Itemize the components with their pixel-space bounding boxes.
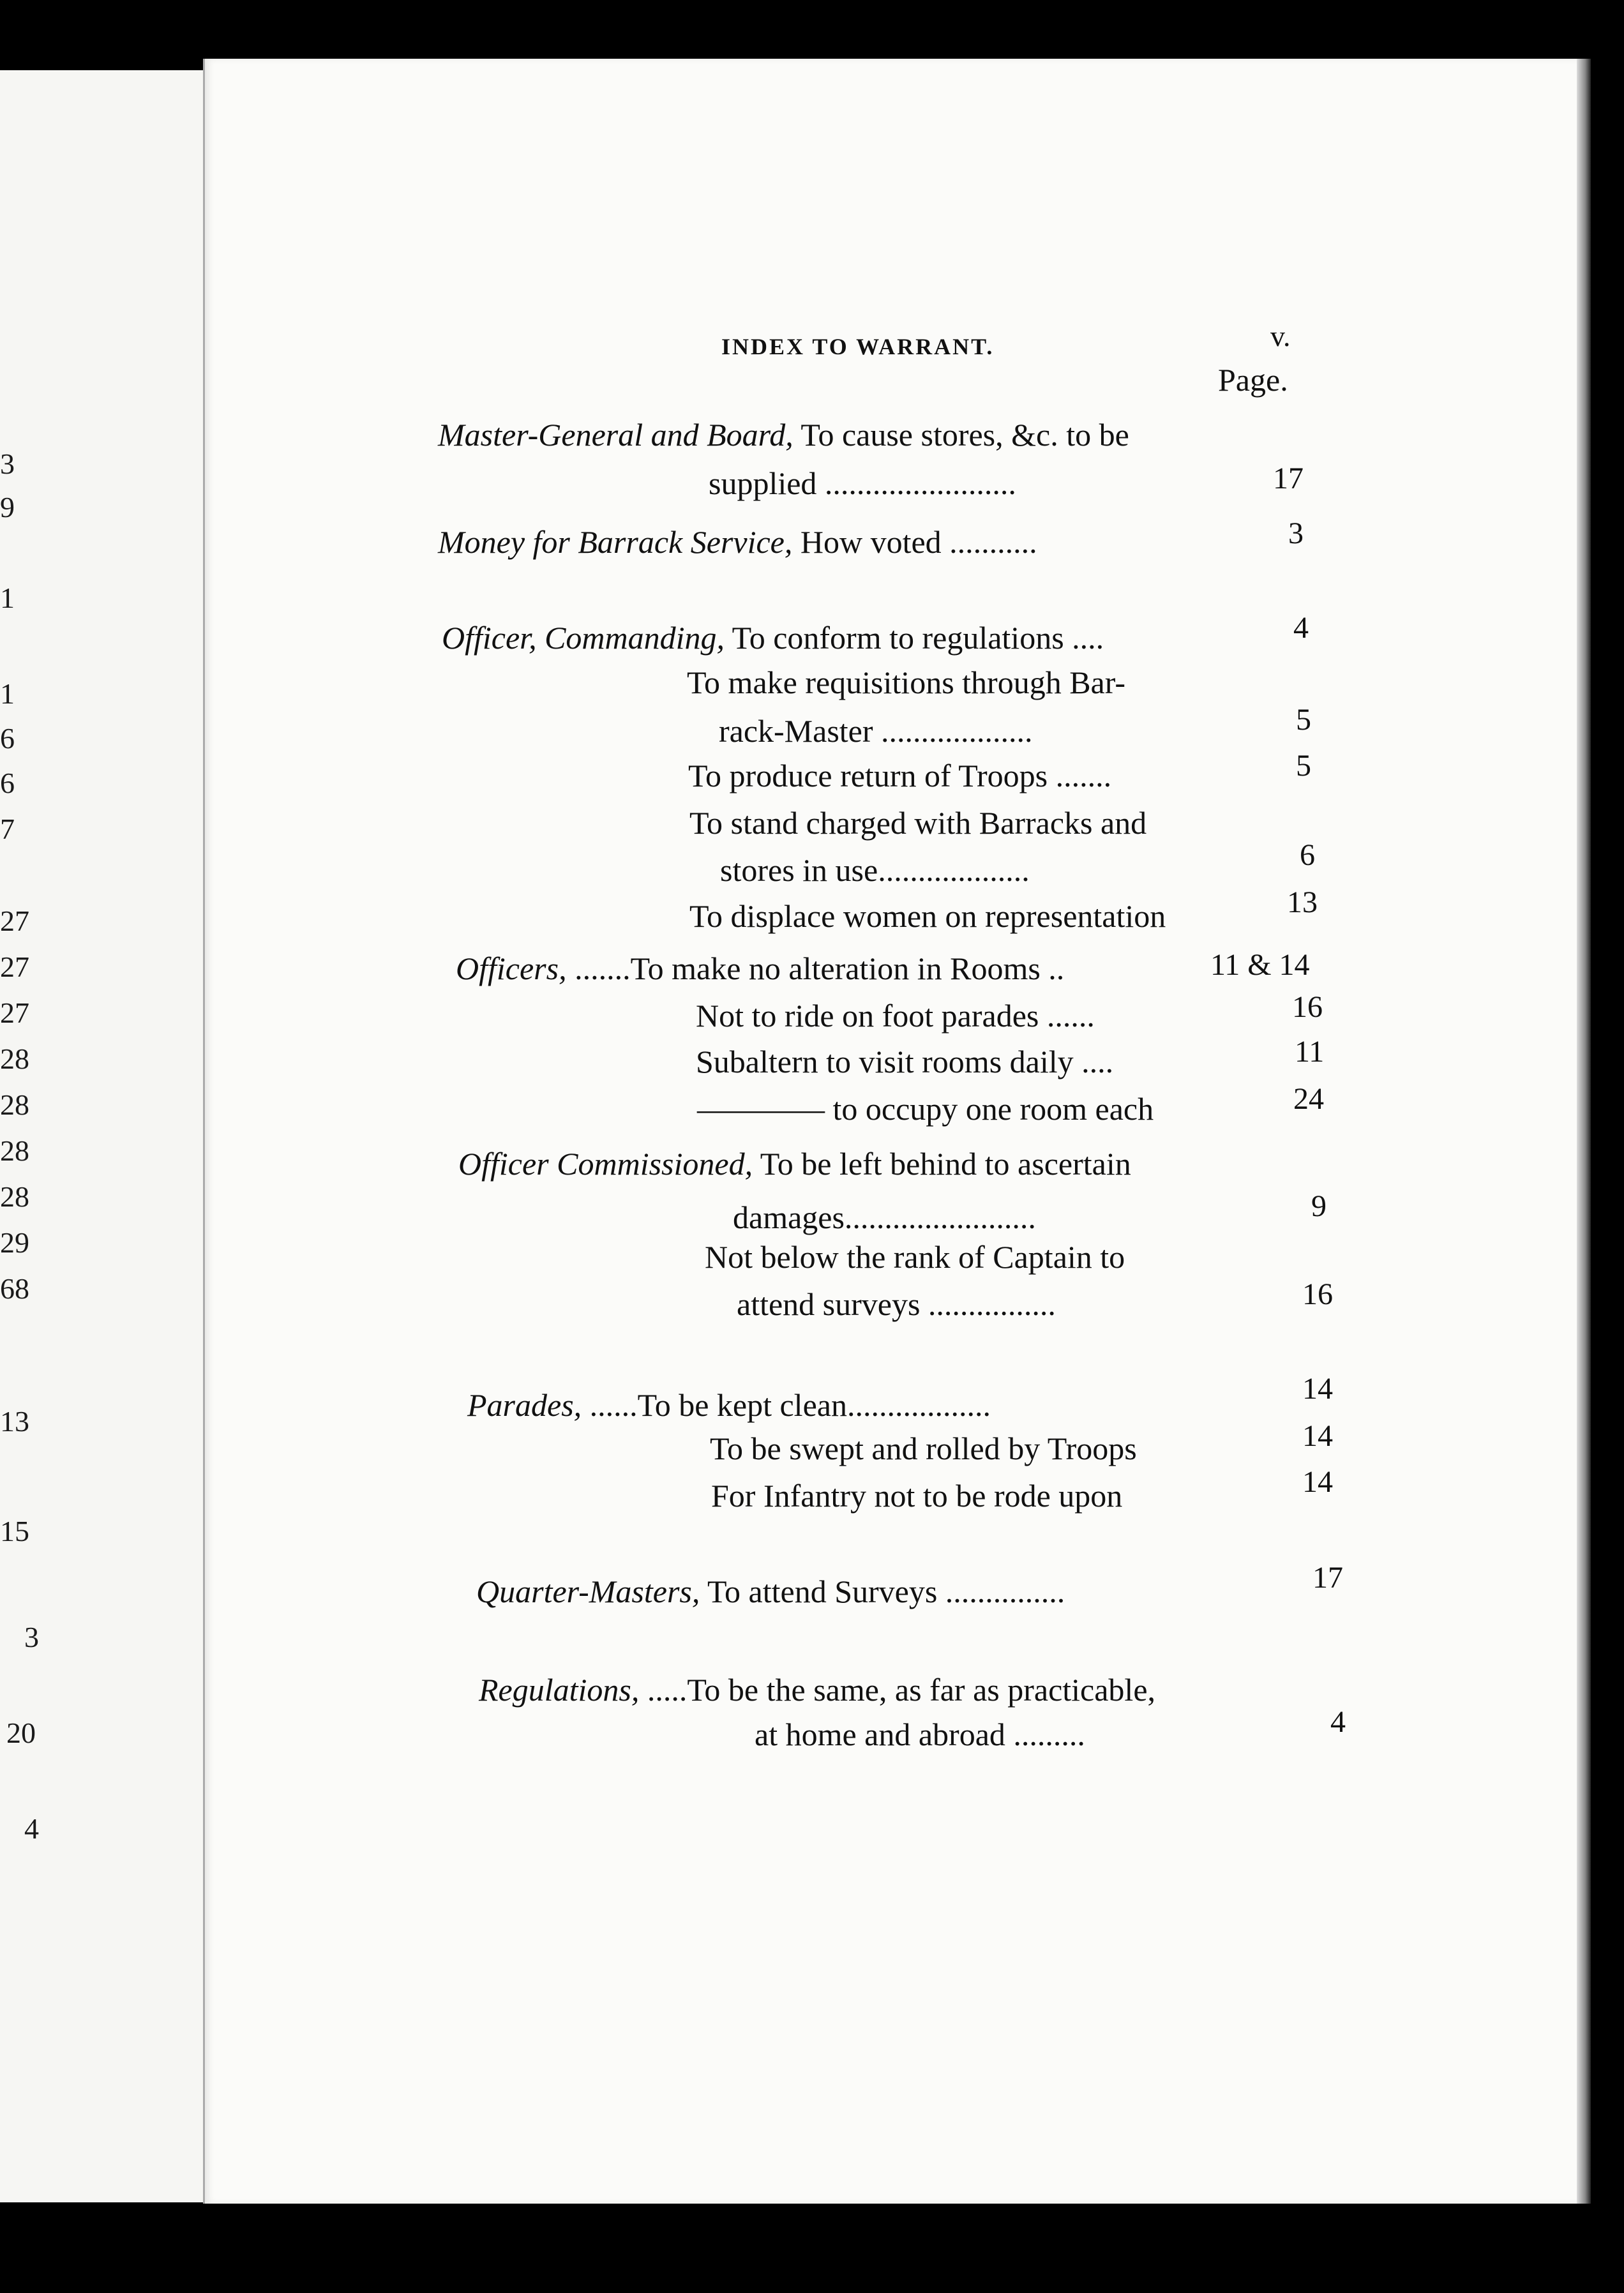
left-page-number: 27 bbox=[0, 905, 29, 937]
entry-text: To be left behind to ascertain bbox=[760, 1146, 1131, 1182]
entry-page: 3 bbox=[1288, 516, 1304, 550]
left-page-number: 1 bbox=[0, 677, 15, 710]
entry-text: To attend Surveys ............... bbox=[707, 1574, 1065, 1609]
entry-heading: Officer, Commanding, bbox=[442, 620, 725, 656]
left-page-number: 1 bbox=[0, 582, 15, 614]
entry-text: Not to ride on foot parades ...... bbox=[696, 998, 1095, 1034]
index-entry bbox=[705, 1238, 1125, 1275]
left-page-number: 28 bbox=[0, 1042, 29, 1075]
entry-heading: Officer Commissioned, bbox=[458, 1146, 753, 1182]
left-page-number: 27 bbox=[0, 996, 29, 1029]
entry-text: Subaltern to visit rooms daily .... bbox=[696, 1044, 1114, 1079]
entry-text: To stand charged with Barracks and bbox=[689, 805, 1147, 841]
entry-page: 6 bbox=[1300, 838, 1315, 872]
index-entry bbox=[476, 1573, 1065, 1610]
left-page-number: 28 bbox=[0, 1134, 29, 1167]
left-page-number: 13 bbox=[0, 1405, 29, 1438]
left-page-number: 3 bbox=[24, 1621, 39, 1653]
entry-page: 14 bbox=[1302, 1372, 1333, 1406]
index-entry bbox=[442, 619, 1104, 656]
entry-heading: Regulations, bbox=[479, 1672, 640, 1708]
entry-page: 24 bbox=[1293, 1082, 1324, 1116]
page-edge bbox=[1577, 59, 1591, 2204]
index-entry bbox=[711, 1477, 1122, 1514]
index-entry bbox=[709, 465, 1016, 502]
entry-text: ......To be kept clean.................. bbox=[589, 1387, 991, 1423]
running-header: INDEX TO WARRANT. bbox=[721, 334, 995, 359]
index-entry bbox=[710, 1430, 1137, 1467]
entry-text: To cause stores, &c. to be bbox=[801, 417, 1129, 453]
index-entry bbox=[733, 1199, 1036, 1236]
index-entry bbox=[737, 1286, 1056, 1323]
entry-page: 11 & 14 bbox=[1210, 948, 1310, 982]
page-column-label: Page. bbox=[1218, 362, 1288, 398]
entry-text: .....To be the same, as far as practicable, bbox=[647, 1672, 1156, 1708]
index-entry bbox=[696, 997, 1095, 1034]
entry-page: 14 bbox=[1302, 1465, 1333, 1499]
entry-text: To produce return of Troops ....... bbox=[688, 758, 1112, 793]
index-entry bbox=[456, 950, 1064, 987]
entry-page: 4 bbox=[1293, 611, 1309, 645]
left-page-number: 9 bbox=[0, 491, 15, 523]
left-page-number: 27 bbox=[0, 951, 29, 983]
index-entry bbox=[696, 1043, 1113, 1080]
left-page-number: 15 bbox=[0, 1515, 29, 1547]
entry-text: For Infantry not to be rode upon bbox=[711, 1478, 1123, 1514]
index-entry bbox=[755, 1716, 1085, 1753]
entry-text: .......To make no alteration in Rooms .. bbox=[575, 951, 1065, 986]
left-page-number: 4 bbox=[24, 1812, 39, 1845]
index-entry bbox=[720, 852, 1030, 889]
index-entry bbox=[689, 898, 1166, 935]
entry-text: at home and abroad ......... bbox=[755, 1717, 1085, 1752]
entry-heading: Officers, bbox=[456, 951, 567, 986]
index-entry bbox=[438, 416, 1129, 453]
index-entry bbox=[479, 1671, 1155, 1708]
entry-text: To displace women on representation bbox=[689, 898, 1166, 934]
index-entry bbox=[697, 1090, 1154, 1127]
entry-text: Not below the rank of Captain to bbox=[705, 1239, 1125, 1275]
entry-text: To conform to regulations .... bbox=[732, 620, 1104, 656]
right-page bbox=[203, 59, 1589, 2204]
entry-heading: Money for Barrack Service, bbox=[438, 524, 793, 560]
index-entry bbox=[688, 757, 1111, 794]
entry-page: 11 bbox=[1295, 1035, 1325, 1069]
entry-heading: Parades, bbox=[467, 1387, 582, 1423]
entry-page: 14 bbox=[1302, 1419, 1333, 1453]
entry-text: How voted ........... bbox=[800, 524, 1037, 560]
left-page-number: 29 bbox=[0, 1226, 29, 1259]
entry-text: rack-Master ................... bbox=[719, 713, 1033, 749]
left-page-number: 28 bbox=[0, 1180, 29, 1213]
index-entry bbox=[719, 712, 1033, 749]
entry-text: stores in use................... bbox=[720, 852, 1030, 888]
entry-page: 5 bbox=[1296, 749, 1311, 783]
entry-heading: Master-General and Board, bbox=[438, 417, 793, 453]
entry-page: 16 bbox=[1292, 990, 1323, 1024]
entry-text: damages........................ bbox=[733, 1199, 1036, 1235]
page-number: v. bbox=[1270, 320, 1291, 352]
left-page-number: 6 bbox=[0, 722, 15, 755]
left-page-number: 3 bbox=[0, 447, 15, 480]
left-page-number: 28 bbox=[0, 1088, 29, 1121]
entry-page: 13 bbox=[1287, 885, 1318, 919]
index-entry bbox=[467, 1387, 991, 1424]
left-page-number: 7 bbox=[0, 813, 15, 845]
index-entry bbox=[458, 1145, 1131, 1182]
entry-text: attend surveys ................ bbox=[737, 1286, 1056, 1322]
entry-page: 17 bbox=[1273, 462, 1304, 495]
entry-heading: Quarter-Masters, bbox=[476, 1574, 700, 1609]
entry-text: ———— to occupy one room each bbox=[697, 1091, 1154, 1127]
index-entry bbox=[687, 664, 1125, 701]
index-entry bbox=[689, 804, 1147, 841]
entry-text: To be swept and rolled by Troops bbox=[710, 1431, 1137, 1466]
entry-page: 4 bbox=[1330, 1705, 1346, 1739]
index-entry bbox=[438, 523, 1037, 560]
left-page-number: 20 bbox=[6, 1717, 36, 1749]
entry-page: 16 bbox=[1302, 1277, 1333, 1311]
left-page-number: 68 bbox=[0, 1272, 29, 1305]
entry-page: 9 bbox=[1311, 1189, 1327, 1223]
entry-text: supplied ........................ bbox=[709, 465, 1016, 501]
entry-text: To make requisitions through Bar- bbox=[687, 665, 1126, 700]
left-page-number: 6 bbox=[0, 767, 15, 799]
entry-page: 5 bbox=[1296, 703, 1311, 737]
entry-page: 17 bbox=[1312, 1561, 1343, 1595]
